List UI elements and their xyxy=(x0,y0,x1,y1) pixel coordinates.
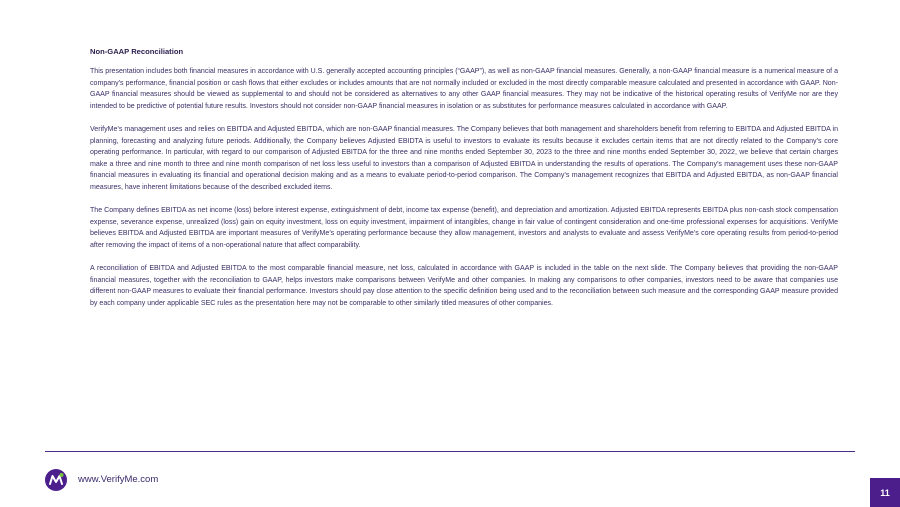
page-number-badge xyxy=(870,478,900,507)
paragraph-management-use: VerifyMe’s management uses and relies on EBITDA and Adjusted EBITDA, which are non-GAAP financial measures. The Company believes that both management and shareholders benefit from referring to EBITDA and Adjusted EBITDA in planning, forecasting and analyzing future periods. Additionally, the Company believes Adjusted EBIDTA is useful to investors to evaluate its results because it excludes certain items that are not directly related to the Company’s core operating performance. In particular, with regard to our comparison of Adjusted EBITDA for the three and nine months ended September 30, 2023 to the three and nine months ended September 30, 2022, we believe that certain charges make a three and nine month to three and nine month comparison of net loss less useful to investors than a comparison of Adjusted EBITDA in understanding the results of operations. The Company’s management uses these non-GAAP financial measures in evaluating its financial and operational decision making and as a means to evaluate period-to-period comparison. The Company’s management recognizes that EBITDA and Adjusted EBITDA, as non-GAAP financial measures, have inherent limitations because of the described excluded items. xyxy=(90,125,838,191)
verifyme-logo-icon xyxy=(45,469,67,491)
document-body xyxy=(90,47,838,321)
paragraph-reconciliation: A reconciliation of EBITDA and Adjusted EBITDA to the most comparable financial measure, net loss, calculated in accordance with GAAP is included in the table on the next slide. The Company believes that providing the non-GAAP financial measures, together with the reconciliation to GAAP, helps investors make comparisons between VerifyMe and other companies. In making any comparisons to other companies, investors need to be aware that companies use different non-GAAP measures to evaluate their financial performance. Investors should pay close attention to the specific definition being used and to the reconciliation between such measure and the corresponding GAAP measure provided by each company under applicable SEC rules as the presentation here may not be comparable to other similarly titled measures of other companies. xyxy=(90,265,838,307)
paragraph-ebitda-definition: The Company defines EBITDA as net income (loss) before interest expense, extinguishment of debt, income tax expense (benefit), and depreciation and amortization. Adjusted EBITDA represents EBITDA plus non-cash stock compensation expense, severance expense, unrealized (loss) gain on equity investment, loss on equity investment, impairment of intangibles, change in fair value of contingent consideration and one-time professional expenses for acquisitions. VerifyMe believes EBITDA and Adjusted EBITDA are important measures of VerifyMe’s operating performance because they allow management, investors and analysts to evaluate and assess VerifyMe’s core operating results from period-to-period after removing the impact of items of a non-operational nature that affect comparability. xyxy=(90,207,838,249)
page-number: 11 xyxy=(880,487,890,498)
paragraph-non-gaap-overview: This presentation includes both financial measures in accordance with U.S. generally accepted accounting principles (“GAAP”), as well as non-GAAP financial measures. Generally, a non-GAAP financial measure is a numerical measure of a company’s performance, financial position or cash flows that either excludes or includes amounts that are not normally included or excluded in the most directly comparable measure calculated and presented in accordance with GAAP. Non-GAAP financial measures should be viewed as supplemental to and should not be considered as alternatives to any other GAAP financial measures. They may not be indicative of the historical operating results of VerifyMe nor are they intended to be predictive of potential future results. Investors should not consider non-GAAP financial measures in isolation or as substitutes for performance measures calculated in accordance with GAAP. xyxy=(90,68,838,110)
website-link[interactable]: www.VerifyMe.com xyxy=(78,474,159,485)
page-title: Non-GAAP Reconciliation xyxy=(90,47,184,56)
footer-divider xyxy=(45,451,855,452)
